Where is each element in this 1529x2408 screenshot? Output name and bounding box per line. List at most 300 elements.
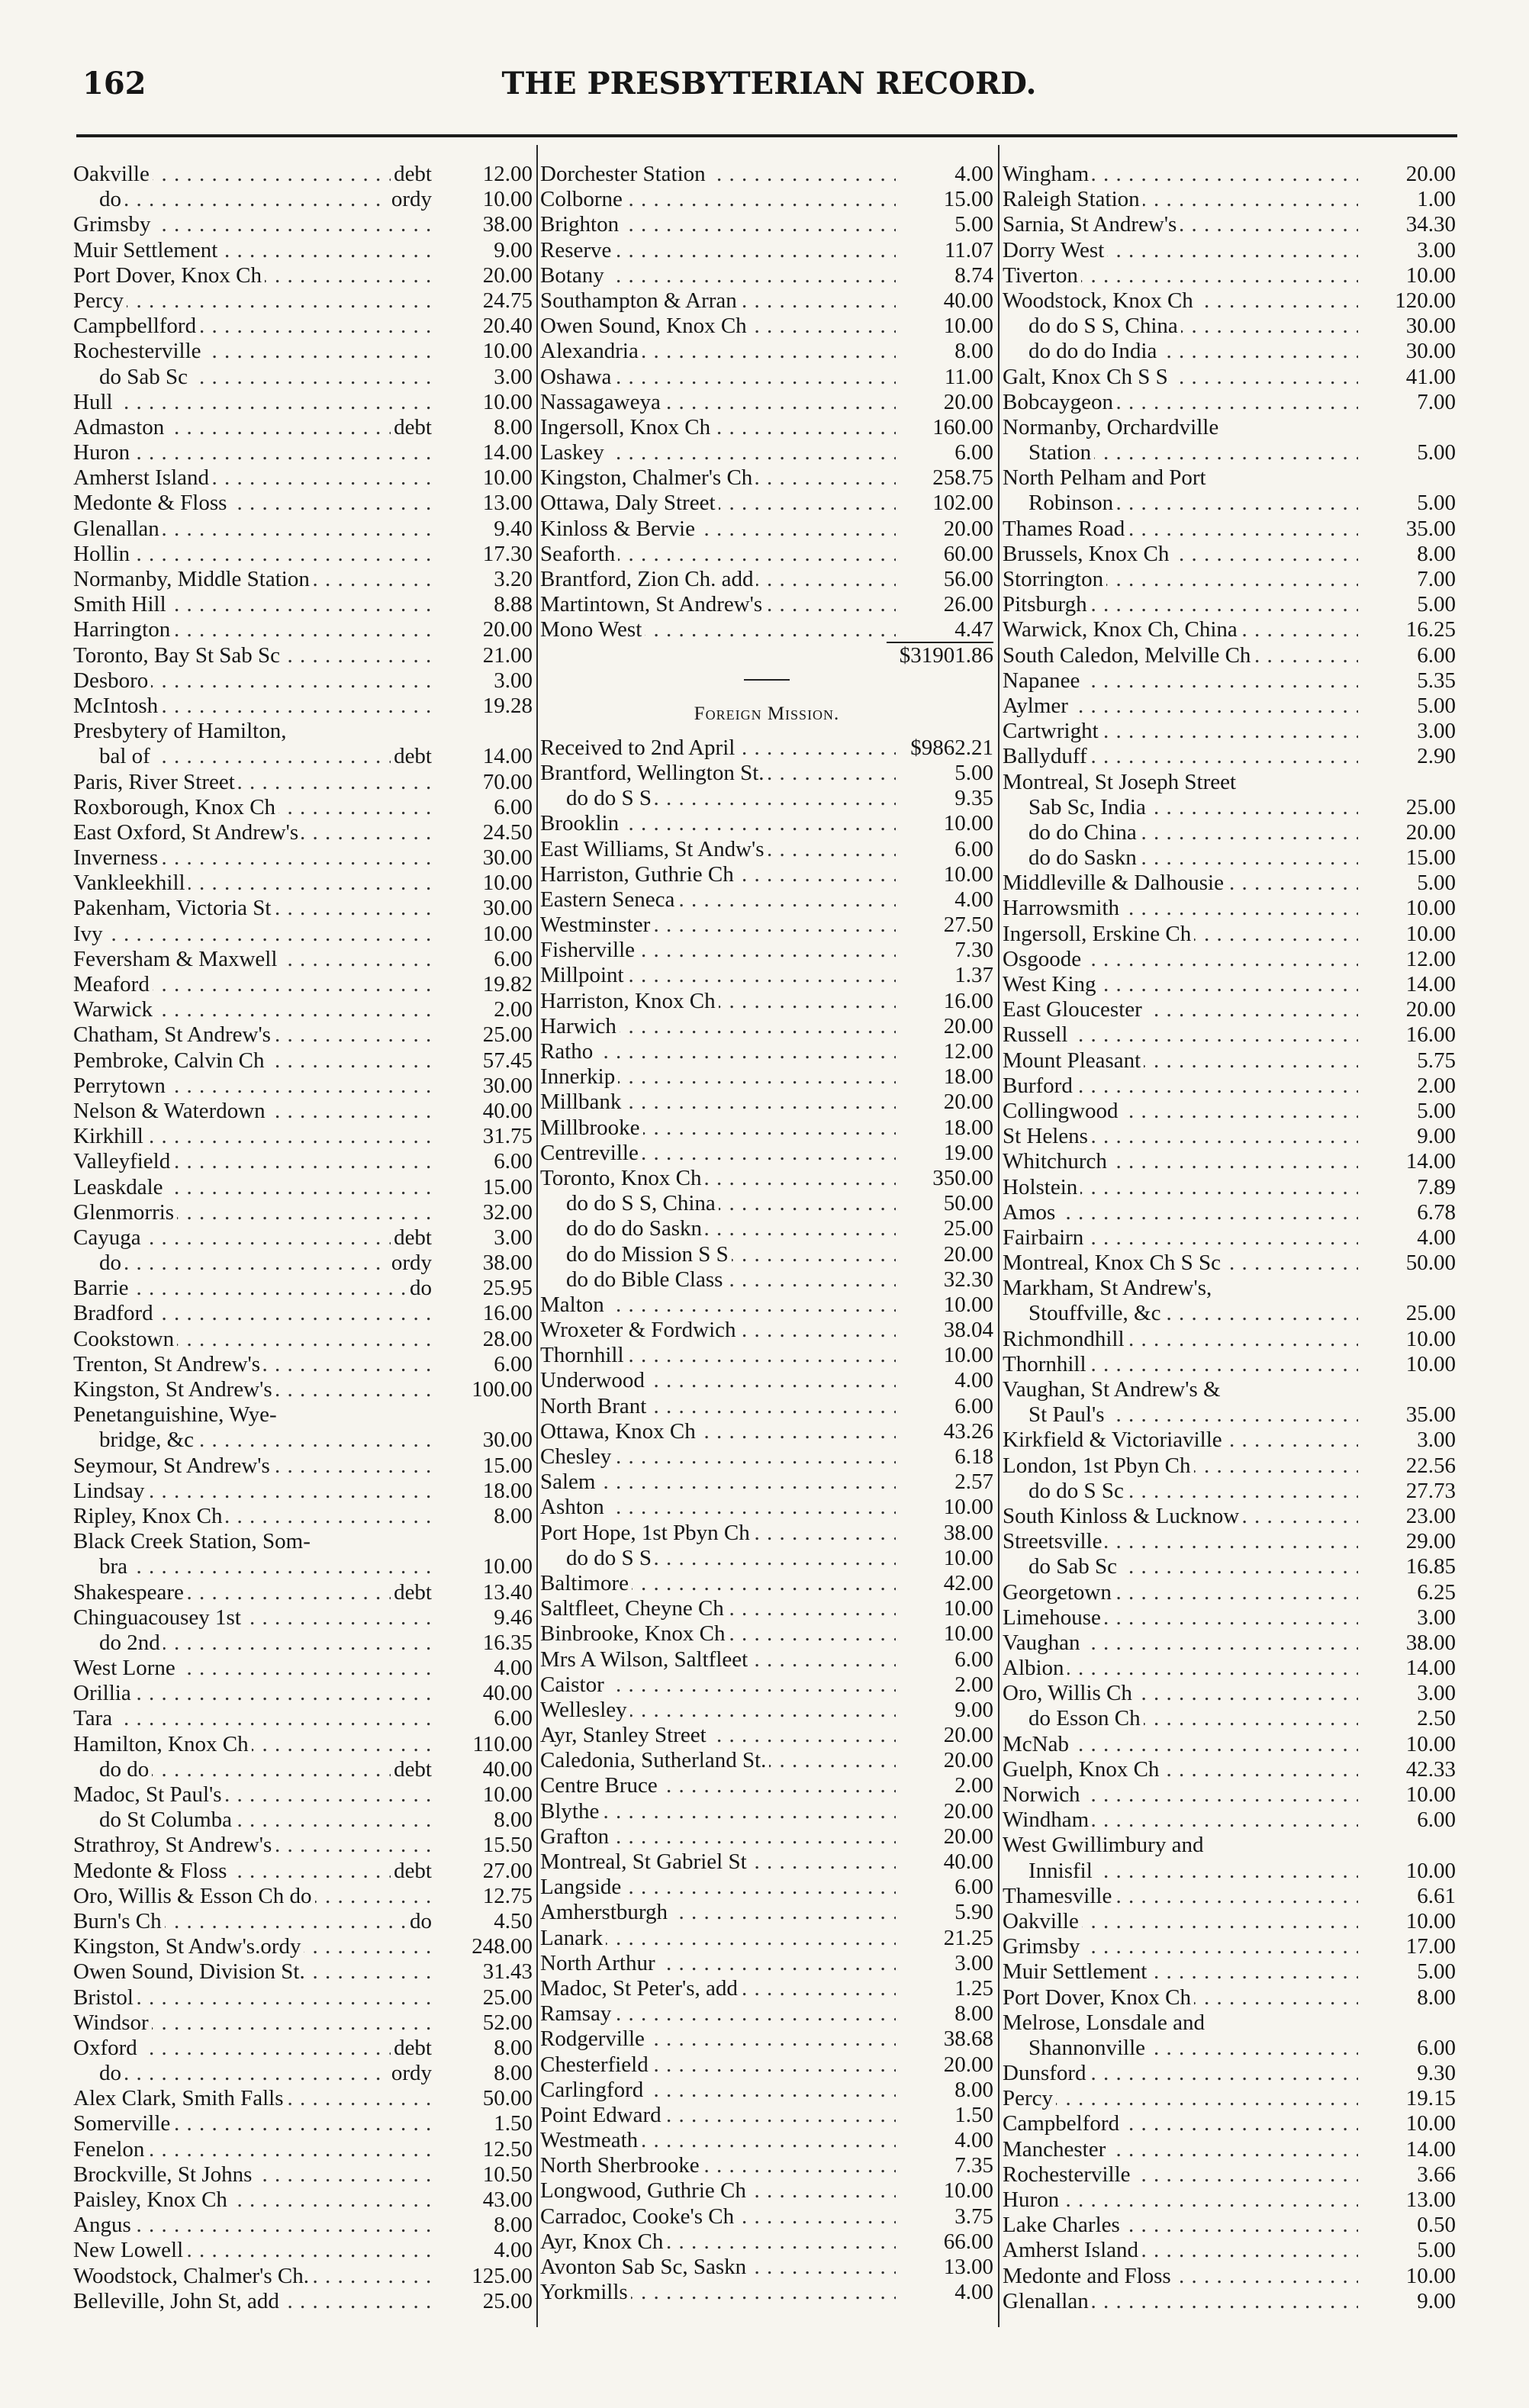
entry-amount: 258.75 [932, 465, 993, 491]
entry-amount: 5.00 [1417, 440, 1456, 465]
ledger-entry [1003, 1605, 1456, 1631]
ledger-entry [540, 1849, 993, 1875]
ledger-entry [1003, 1479, 1456, 1504]
entry-description [540, 1672, 896, 1698]
ledger-entry [73, 1479, 533, 1504]
entry-description [73, 2264, 435, 2289]
entry-amount: 21.00 [482, 642, 533, 668]
entry-description [73, 2010, 435, 2036]
ledger-entry [73, 845, 533, 871]
entry-description [1003, 2137, 1358, 2162]
entry-description [540, 1191, 896, 1216]
entry-name: Oakville [1003, 1909, 1082, 1933]
entry-description [540, 2052, 896, 2078]
ledger-entry [73, 947, 533, 972]
entry-description [540, 1824, 896, 1849]
entry-amount: 18.00 [943, 1115, 993, 1140]
entry-amount: 10.00 [482, 389, 533, 414]
entry-name: Normanby, Middle Station [73, 567, 313, 591]
ledger-entry [1003, 617, 1456, 642]
entry-amount: 24.75 [482, 288, 533, 313]
entry-amount: 8.00 [494, 1503, 533, 1528]
entry-name: Aylmer [1003, 694, 1071, 718]
entry-amount: 10.00 [943, 1621, 993, 1647]
entry-type: do [407, 1276, 435, 1301]
entry-name: Norwich [1003, 1782, 1083, 1807]
ledger-entry [540, 517, 993, 542]
entry-type: debt [391, 2036, 435, 2061]
entry-name: Toronto, Knox Ch [540, 1166, 704, 1190]
entry-description [1003, 440, 1358, 465]
ledger-entry [73, 820, 533, 845]
entry-description [1003, 162, 1358, 187]
entry-amount: 9.35 [954, 786, 993, 811]
entry-description [540, 2001, 896, 2027]
entry-name: Woodstock, Knox Ch [1003, 288, 1196, 313]
entry-description [73, 2162, 435, 2187]
entry-name: do St Columba [73, 1808, 235, 1832]
ledger-entry [73, 1884, 533, 1909]
entry-amount: 20.00 [482, 617, 533, 642]
entry-name: Colborne [540, 187, 626, 211]
ledger-entry [73, 390, 533, 415]
entry-description [73, 1985, 435, 2010]
entry-name: Montreal, St Joseph Street [1003, 770, 1239, 794]
entry-amount: 6.61 [1417, 1883, 1456, 1908]
entry-name: Mrs A Wilson, Saltfleet [540, 1647, 751, 1672]
ledger-entry [73, 542, 533, 567]
entry-description [1003, 1884, 1358, 1909]
ledger-entry [73, 592, 533, 617]
ledger-entry [73, 491, 533, 516]
entry-description [1003, 1959, 1358, 1985]
entry-name: Ayr, Stanley Street [540, 1723, 710, 1747]
entry-description [540, 517, 896, 542]
ledger-entry [73, 2213, 533, 2238]
entry-name: Lake Charles [1003, 2213, 1123, 2237]
entry-name: Thornhill [540, 1343, 627, 1367]
ledger-entry [1003, 263, 1456, 288]
ledger-entry [540, 1343, 993, 1368]
ledger-entry [540, 811, 993, 836]
entry-amount: 10.50 [482, 2162, 533, 2187]
entry-description [73, 1529, 435, 1554]
ledger-entry [540, 491, 993, 516]
entry-name: Campbelford [1003, 2111, 1122, 2136]
ledger-entry [1003, 1377, 1456, 1402]
entry-amount: 31.43 [482, 1959, 533, 1985]
ledger-entry [73, 2036, 533, 2061]
ledger-entry [73, 1327, 533, 1352]
entry-description [73, 1479, 435, 1504]
entry-name: Paris, River Street [73, 770, 238, 794]
entry-name: Longwood, Guthrie Ch [540, 2178, 749, 2203]
ledger-entry [540, 1571, 993, 1596]
entry-description [540, 963, 896, 988]
ledger-entry [540, 913, 993, 938]
ledger-entry [73, 896, 533, 921]
entry-amount: 11.07 [944, 237, 993, 262]
entry-description [540, 465, 896, 491]
entry-name: Warwick, Knox Ch, China [1003, 617, 1241, 642]
ledger-entry [1003, 871, 1456, 896]
ledger-entry [540, 314, 993, 339]
entry-description [1003, 617, 1358, 642]
entry-amount: 10.00 [1405, 896, 1456, 921]
ledger-entry [73, 1225, 533, 1251]
entry-description [1003, 1504, 1358, 1529]
ledger-entry [540, 1014, 993, 1039]
entry-amount: 70.00 [482, 769, 533, 794]
entry-amount: 52.00 [482, 2010, 533, 2035]
ledger-entry [540, 2255, 993, 2280]
ledger-entry [73, 1934, 533, 1959]
entry-name: Collingwood [1003, 1099, 1121, 1123]
entry-name: Fenelon [73, 2137, 147, 2162]
entry-amount: 125.00 [472, 2263, 533, 2288]
entry-description [1003, 668, 1358, 694]
entry-description [73, 1909, 435, 1934]
entry-amount: 3.00 [1417, 237, 1456, 262]
ledger-entry [540, 288, 993, 314]
entry-description [1003, 719, 1358, 744]
entry-amount: 10.00 [1405, 1858, 1456, 1883]
entry-name: Millbrooke [540, 1115, 643, 1140]
entry-amount: 6.00 [494, 794, 533, 819]
entry-amount: 22.56 [1405, 1453, 1456, 1478]
entry-name: West Lorne [73, 1656, 179, 1680]
entry-name: Harriston, Knox Ch [540, 989, 719, 1013]
entry-name: Ratho [540, 1039, 596, 1064]
entry-name: Avonton Sab Sc, Saskn [540, 2255, 749, 2279]
entry-description [1003, 997, 1358, 1022]
entry-amount: 5.00 [1417, 1959, 1456, 1985]
page-title: THE PRESBYTERIAN RECORD. [501, 66, 1037, 101]
entry-amount: 40.00 [482, 1098, 533, 1123]
entry-name: bridge, &c [73, 1428, 197, 1452]
ledger-entry [1003, 1352, 1456, 1377]
ledger-entry [540, 1495, 993, 1520]
entry-name: Inverness [73, 845, 161, 870]
entry-description [1003, 187, 1358, 212]
entry-description [540, 1064, 896, 1090]
ledger-entry [540, 2229, 993, 2255]
entry-name: Desboro [73, 668, 151, 693]
entry-description [73, 668, 435, 694]
entry-amount: 8.00 [954, 2001, 993, 2027]
entry-name: do Sab Sc [73, 365, 191, 389]
ledger-entry [73, 997, 533, 1022]
entry-description [73, 339, 435, 364]
ledger-entry [1003, 1656, 1456, 1681]
entry-name: Tara [73, 1706, 115, 1730]
ledger-entry [540, 263, 993, 288]
entry-amount: 8.88 [494, 592, 533, 617]
entry-description [73, 1149, 435, 1174]
entry-name: do [73, 1251, 124, 1275]
entry-name: Kirkfield & Victoriaville [1003, 1428, 1225, 1452]
entry-amount: 14.00 [482, 744, 533, 769]
entry-description [1003, 1428, 1358, 1453]
entry-description [1003, 465, 1358, 491]
entry-amount: 8.74 [954, 262, 993, 288]
entry-amount: 4.00 [954, 2128, 993, 2153]
entry-amount: 10.00 [1405, 2263, 1456, 2288]
entry-description [540, 1115, 896, 1141]
entry-description [73, 1327, 435, 1352]
entry-description [540, 1090, 896, 1115]
entry-description [73, 440, 435, 465]
entry-name: do do do Saskn [540, 1216, 705, 1241]
entry-amount: 20.40 [482, 314, 533, 339]
ledger-entry [1003, 820, 1456, 845]
ledger-entry [73, 365, 533, 390]
entry-name: Glenmorris [73, 1200, 177, 1225]
entry-description [73, 694, 435, 719]
entry-name: Ingersoll, Erskine Ch [1003, 922, 1194, 946]
ledger-entry [540, 1242, 993, 1267]
entry-name: Brantford, Wellington St. [540, 761, 768, 785]
ledger-entry [73, 1124, 533, 1149]
entry-type: ordy [388, 187, 435, 212]
entry-name: Chinguacousey 1st [73, 1605, 244, 1630]
ledger-entry [73, 517, 533, 542]
entry-amount: 40.00 [943, 1849, 993, 1874]
entry-amount: 20.00 [1405, 997, 1456, 1022]
ledger-entry [1003, 2213, 1456, 2238]
ledger-entry [1003, 1732, 1456, 1757]
ledger-entry [1003, 1149, 1456, 1174]
entry-amount: 6.00 [494, 1706, 533, 1731]
entry-description [73, 2061, 435, 2086]
entry-amount: 30.00 [1405, 314, 1456, 339]
ledger-entry [540, 761, 993, 786]
ledger-entry [73, 1301, 533, 1326]
entry-amount: 50.00 [943, 1191, 993, 1216]
entry-description [1003, 339, 1358, 364]
entry-name: Normanby, Orchardville [1003, 415, 1222, 439]
entry-description [73, 365, 435, 390]
entry-amount: 2.00 [954, 1773, 993, 1798]
ledger-entry [540, 1824, 993, 1849]
entry-amount: 6.00 [1417, 1808, 1456, 1833]
entry-name: do do Mission S S [540, 1242, 732, 1267]
entry-amount: 2.50 [1417, 1706, 1456, 1731]
entry-amount: 9.00 [954, 1697, 993, 1722]
entry-description [1003, 1402, 1358, 1428]
entry-description [1003, 1605, 1358, 1631]
entry-description [540, 1976, 896, 2001]
entry-amount: 3.00 [1417, 1605, 1456, 1630]
entry-name: do do China [1003, 820, 1140, 845]
ledger-entry [540, 1748, 993, 1773]
entry-amount: 6.00 [954, 440, 993, 465]
entry-amount: 10.00 [1405, 2111, 1456, 2136]
entry-amount: 2.00 [954, 1672, 993, 1697]
entry-name: Harrowsmith [1003, 896, 1122, 920]
entry-amount: 20.00 [943, 1748, 993, 1773]
ledger-entry [73, 440, 533, 465]
entry-name: Huron [1003, 2187, 1062, 2212]
entry-amount: 6.18 [954, 1444, 993, 1469]
entry-amount: 27.00 [482, 1858, 533, 1883]
ledger-entry [540, 2078, 993, 2103]
entry-description [73, 1175, 435, 1200]
ledger-entry [1003, 491, 1456, 516]
entry-description [73, 1200, 435, 1225]
entry-amount: 10.00 [1405, 921, 1456, 946]
entry-description [540, 1293, 896, 1318]
entry-name: Wellesley [540, 1698, 630, 1722]
entry-amount: 25.00 [482, 1985, 533, 2010]
entry-name: Meaford [73, 972, 153, 996]
ledger-entry [73, 1859, 533, 1884]
ledger-entry [73, 1706, 533, 1731]
entry-name: Oakville [73, 162, 153, 186]
subtotal-row [540, 643, 993, 668]
entry-amount: 13.00 [943, 2255, 993, 2279]
entry-description [73, 1402, 435, 1428]
ledger-entry [73, 2289, 533, 2314]
entry-name: do do Saskn [1003, 845, 1140, 870]
entry-name: Wingham [1003, 162, 1092, 186]
entry-name: Westminster [540, 913, 653, 937]
entry-amount: 30.00 [482, 1073, 533, 1098]
entry-amount: 19.15 [1405, 2086, 1456, 2111]
entry-name: Millbank [540, 1090, 624, 1114]
entry-name: Windham [1003, 1808, 1092, 1832]
entry-description [1003, 1149, 1358, 1174]
ledger-entry [1003, 288, 1456, 314]
entry-amount: 50.00 [482, 2086, 533, 2111]
entry-name: Ramsay [540, 2001, 614, 2026]
entry-description [1003, 1909, 1358, 1934]
entry-name: Presbytery of Hamilton, [73, 719, 289, 743]
entry-description [540, 390, 896, 415]
entry-name: Seaforth [540, 542, 618, 566]
entry-name: Grimsby [1003, 1934, 1083, 1959]
ledger-entry [73, 263, 533, 288]
entry-name: Percy [73, 288, 127, 313]
ledger-entry [73, 1200, 533, 1225]
ledger-entry [73, 187, 533, 212]
entry-description [540, 1596, 896, 1621]
entry-description [73, 592, 435, 617]
entry-description [73, 491, 435, 516]
entry-name: Angus [73, 2213, 134, 2237]
entry-description [540, 862, 896, 887]
ledger-entry [73, 314, 533, 339]
entry-description [1003, 1225, 1358, 1251]
entry-name: do do S S [540, 786, 655, 810]
entry-amount: 9.46 [494, 1605, 533, 1630]
ledger-entry [73, 1099, 533, 1124]
ledger-entry [540, 592, 993, 617]
entry-amount: 20.00 [943, 1013, 993, 1038]
entry-name: Oshawa [540, 365, 614, 389]
ledger-entry [540, 238, 993, 263]
entry-name: Albion [1003, 1656, 1067, 1680]
ledger-entry [540, 187, 993, 212]
entry-description [540, 2078, 896, 2103]
entry-amount: 15.00 [482, 1174, 533, 1199]
entry-name: McNab [1003, 1732, 1072, 1756]
entry-name: Nassagaweya [540, 390, 664, 414]
column-divider [998, 145, 999, 2327]
ledger-entry [1003, 1859, 1456, 1884]
entry-description [540, 1875, 896, 1900]
ledger-entry [73, 643, 533, 668]
ledger-entry [1003, 314, 1456, 339]
entry-description [73, 2213, 435, 2238]
entry-description [540, 314, 896, 339]
ledger-entry [1003, 922, 1456, 947]
entry-name: Ivy [73, 922, 106, 946]
entry-description [73, 1554, 435, 1579]
entry-name: Ayr, Knox Ch [540, 2229, 666, 2254]
ledger-entry [73, 1782, 533, 1808]
ledger-entry [1003, 1428, 1456, 1453]
entry-name: North Pelham and Port [1003, 465, 1209, 490]
entry-name: Somerville [73, 2111, 173, 2136]
ledger-entry [1003, 744, 1456, 769]
ledger-entry [73, 1074, 533, 1099]
entry-amount: 4.00 [954, 162, 993, 186]
ledger-entry [73, 1605, 533, 1631]
entry-amount: 3.00 [954, 1950, 993, 1975]
entry-name: Millpoint [540, 963, 627, 987]
entry-description [540, 1014, 896, 1039]
entry-description [1003, 1985, 1358, 2010]
entry-name: Windsor [73, 2010, 152, 2035]
entry-description [1003, 263, 1358, 288]
entry-name: Brooklin [540, 811, 622, 835]
entry-description [73, 2137, 435, 2162]
entry-description [1003, 2162, 1358, 2187]
ledger-entry [1003, 1099, 1456, 1124]
entry-amount: 4.47 [954, 617, 993, 642]
entry-name: Amos [1003, 1200, 1058, 1225]
entry-amount: 2.00 [1417, 1073, 1456, 1098]
entry-description [73, 1757, 435, 1782]
entry-name: Baltimore [540, 1571, 632, 1595]
entry-name: North Brant [540, 1394, 649, 1418]
ledger-entry [73, 339, 533, 364]
entry-name: Russell [1003, 1022, 1070, 1047]
entry-amount: 8.00 [1417, 541, 1456, 566]
entry-name: Vaughan [1003, 1631, 1083, 1655]
ledger-entry [1003, 415, 1456, 440]
entry-name: Grimsby [73, 212, 154, 237]
ledger-column-2 [540, 162, 993, 2305]
ledger-entry [1003, 1022, 1456, 1048]
entry-amount: 10.00 [943, 861, 993, 887]
entry-amount: 10.00 [943, 1343, 993, 1368]
ledger-entry [73, 1175, 533, 1200]
ledger-entry [73, 1048, 533, 1074]
entry-description [1003, 972, 1358, 997]
entry-name: Trenton, St Andrew's [73, 1352, 263, 1376]
entry-description [1003, 1327, 1358, 1352]
entry-description [540, 736, 896, 761]
entry-name: Alex Clark, Smith Falls [73, 2086, 287, 2110]
entry-description [540, 2178, 896, 2204]
entry-name: Robinson [1003, 491, 1116, 515]
entry-amount: 38.00 [482, 1251, 533, 1276]
entry-amount: 25.00 [482, 1022, 533, 1048]
entry-amount: 10.00 [1405, 262, 1456, 288]
ledger-entry [73, 1453, 533, 1479]
